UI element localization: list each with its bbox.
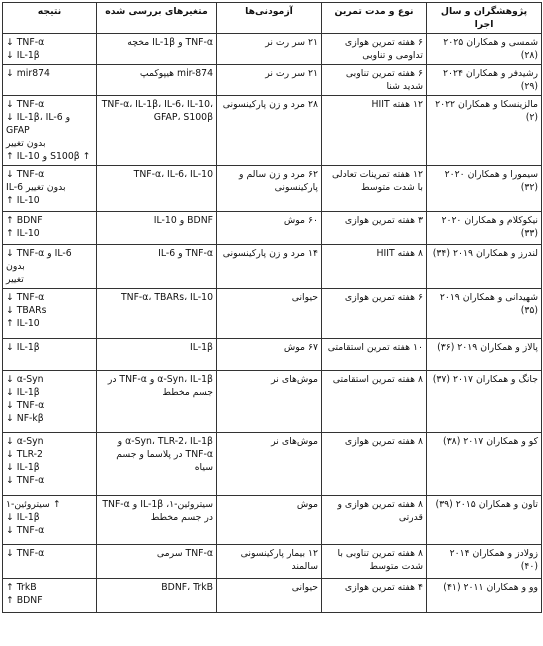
cell-protocol: ۱۰ هفته تمرین استقامتی (322, 339, 427, 371)
cell-authors: مالزینسکا و همکاران ۲۰۲۲ (۲) (427, 96, 542, 166)
cell-variables: BDNF، TrkB (97, 579, 217, 613)
header-authors: پژوهشگران و سال اجرا (427, 3, 542, 34)
result-line: ↓ TNF-α (6, 169, 45, 180)
cell-authors: سیمورا و همکاران ۲۰۲۰ (۳۲) (427, 166, 542, 212)
cell-protocol: ۳ هفته تمرین هوازی (322, 212, 427, 245)
cell-authors: وو و همکاران ۲۰۱۱ (۴۱) (427, 579, 542, 613)
result-line: ↓ TNF-α (6, 525, 45, 536)
cell-subjects: موش‌های نر (217, 433, 322, 496)
cell-variables: BDNF و IL-10 (97, 212, 217, 245)
cell-variables: TNF-α، TBARs، IL-10 (97, 289, 217, 339)
cell-result (3, 289, 97, 339)
cell-result (3, 545, 97, 579)
cell-result (3, 65, 97, 96)
result-line: بدون تغییر (6, 138, 46, 149)
cell-subjects: ۲۱ سر رت نر (217, 65, 322, 96)
table-body (3, 34, 542, 613)
cell-authors: پالاز و همکاران ۲۰۱۹ (۳۶) (427, 339, 542, 371)
result-line: ↓ TNF-α (6, 292, 45, 303)
cell-result (3, 96, 97, 166)
cell-authors: نیکوکلام و همکاران ۲۰۲۰ (۳۳) (427, 212, 542, 245)
cell-protocol: ۶ هفته تمرین هوازی تداومی و تناوبی (322, 34, 427, 65)
result-line: ↓ TBARs (6, 305, 47, 316)
result-line: ↓ IL-1β (6, 342, 40, 353)
result-line: ↑ BDNF (6, 595, 43, 606)
cell-variables: α-Syn، IL-1β و TNF-α در جسم مخطط (97, 371, 217, 433)
table-row (3, 496, 542, 545)
table-row (3, 579, 542, 613)
table-row (3, 34, 542, 65)
cell-subjects: ۶۲ مرد و زن سالم و پارکینسونی (217, 166, 322, 212)
result-line: ↓ TNF-α (6, 548, 45, 559)
result-line: ↓ IL-1β (6, 462, 40, 473)
cell-variables: mir-874 هیپوکمپ (97, 65, 217, 96)
result-line: ↓ TNF-α (6, 400, 45, 411)
cell-subjects: حیوانی (217, 289, 322, 339)
cell-protocol: ۱۲ هفته HIIT (322, 96, 427, 166)
cell-subjects: ۱۲ بیمار پارکینسونی سالمند (217, 545, 322, 579)
result-line: ↑ BDNF (6, 215, 43, 226)
table-row (3, 545, 542, 579)
cell-authors: رشیدفر و همکاران ۲۰۲۴ (۲۹) (427, 65, 542, 96)
cell-authors: زولادز و همکاران ۲۰۱۴ (۴۰) (427, 545, 542, 579)
cell-subjects: موش‌های نر (217, 371, 322, 433)
result-line: تغییر (6, 274, 24, 285)
result-line: IL-6 بدون تغییر (6, 182, 66, 193)
result-line: ↑ IL-10 (6, 228, 40, 239)
cell-protocol: ۶ هفته تمرین تناوبی شدید شنا (322, 65, 427, 96)
table-row (3, 371, 542, 433)
cell-protocol: ۱۲ هفته تمرینات تعادلی با شدت متوسط (322, 166, 427, 212)
result-line: ↓ IL-1β (6, 512, 40, 523)
cell-variables: α-Syn، TLR-2، IL-1β و TNF-α در پلاسما و جسم سیاه (97, 433, 217, 496)
cell-variables: TNF-α و IL-1β مخچه (97, 34, 217, 65)
cell-variables: سیتروئین-۱، IL-1β و TNF-α در جسم مخطط (97, 496, 217, 545)
result-line: ↑ IL-10 و S100β ↑ (6, 151, 91, 162)
cell-protocol: ۸ هفته تمرین استقامتی (322, 371, 427, 433)
result-line: ↓ mir874 (6, 68, 50, 79)
cell-authors: لندرز و همکاران ۲۰۱۹ (۳۴) (427, 245, 542, 289)
cell-variables: TNF-α سرمی (97, 545, 217, 579)
table-row (3, 433, 542, 496)
studies-table (2, 2, 542, 613)
table-row (3, 96, 542, 166)
cell-subjects: ۲۸ مرد و زن پارکینسونی (217, 96, 322, 166)
result-line: ↓ TLR-2 (6, 449, 43, 460)
cell-subjects: حیوانی (217, 579, 322, 613)
cell-subjects: ۶۷ موش (217, 339, 322, 371)
cell-protocol: ۸ هفته تمرین هوازی و قدرتی (322, 496, 427, 545)
cell-protocol: ۸ هفته تمرین هوازی (322, 433, 427, 496)
cell-authors: تاون و همکاران ۲۰۱۵ (۳۹) (427, 496, 542, 545)
cell-subjects: ۶۰ موش (217, 212, 322, 245)
cell-protocol: ۶ هفته تمرین هوازی (322, 289, 427, 339)
result-line: ↓ TNF-α (6, 37, 45, 48)
cell-variables: TNF-α و IL-6 (97, 245, 217, 289)
cell-result (3, 212, 97, 245)
cell-variables: TNF-α، IL-1β، IL-6، IL-10، GFAP، S100β (97, 96, 217, 166)
header-protocol: نوع و مدت تمرین (322, 3, 427, 34)
cell-result (3, 371, 97, 433)
header-subjects: آزمودنی‌ها (217, 3, 322, 34)
result-line: ↓ α-Syn (6, 436, 44, 447)
result-line: ↑ IL-10 (6, 318, 40, 329)
header-row (3, 3, 542, 34)
header-variables: متغیرهای بررسی شده (97, 3, 217, 34)
table-row (3, 339, 542, 371)
result-line: ↓ α-Syn (6, 374, 44, 385)
cell-result (3, 34, 97, 65)
cell-protocol: ۸ هفته تمرین تناوبی با شدت متوسط (322, 545, 427, 579)
table-row (3, 245, 542, 289)
cell-subjects: موش (217, 496, 322, 545)
cell-authors: کو و همکاران ۲۰۱۷ (۳۸) (427, 433, 542, 496)
cell-authors: شمسی و همکاران ۲۰۲۵ (۲۸) (427, 34, 542, 65)
cell-result (3, 433, 97, 496)
cell-variables: TNF-α، IL-6، IL-10 (97, 166, 217, 212)
result-line: سیتروئین-۱ ↑ (6, 499, 61, 510)
cell-subjects: ۲۱ سر رت نر (217, 34, 322, 65)
cell-result (3, 496, 97, 545)
result-line: ↑ TrkB (6, 582, 37, 593)
cell-authors: شهیدانی و همکاران ۲۰۱۹ (۳۵) (427, 289, 542, 339)
table-row (3, 65, 542, 96)
cell-result (3, 579, 97, 613)
cell-result (3, 245, 97, 289)
table-row (3, 166, 542, 212)
result-line: ↓ TNF-α (6, 99, 45, 110)
cell-result (3, 166, 97, 212)
result-line: ↑ IL-10 (6, 195, 40, 206)
result-line: ↓ IL-1β (6, 50, 40, 61)
cell-protocol: ۸ هفته HIIT (322, 245, 427, 289)
header-result: نتیجه (3, 3, 97, 34)
cell-result (3, 339, 97, 371)
table-row (3, 289, 542, 339)
cell-protocol: ۴ هفته تمرین هوازی (322, 579, 427, 613)
table-row (3, 212, 542, 245)
result-line: ↓ NF-kβ (6, 413, 44, 424)
result-line: ↓ IL-1β، IL-6 و GFAP (6, 112, 71, 136)
cell-authors: جانگ و همکاران ۲۰۱۷ (۳۷) (427, 371, 542, 433)
cell-variables: IL-1β (97, 339, 217, 371)
result-line: ↓ IL-1β (6, 387, 40, 398)
result-line: ↓ TNF-α و IL-6 بدون (6, 248, 72, 272)
cell-subjects: ۱۴ مرد و زن پارکینسونی (217, 245, 322, 289)
result-line: ↓ TNF-α (6, 475, 45, 486)
